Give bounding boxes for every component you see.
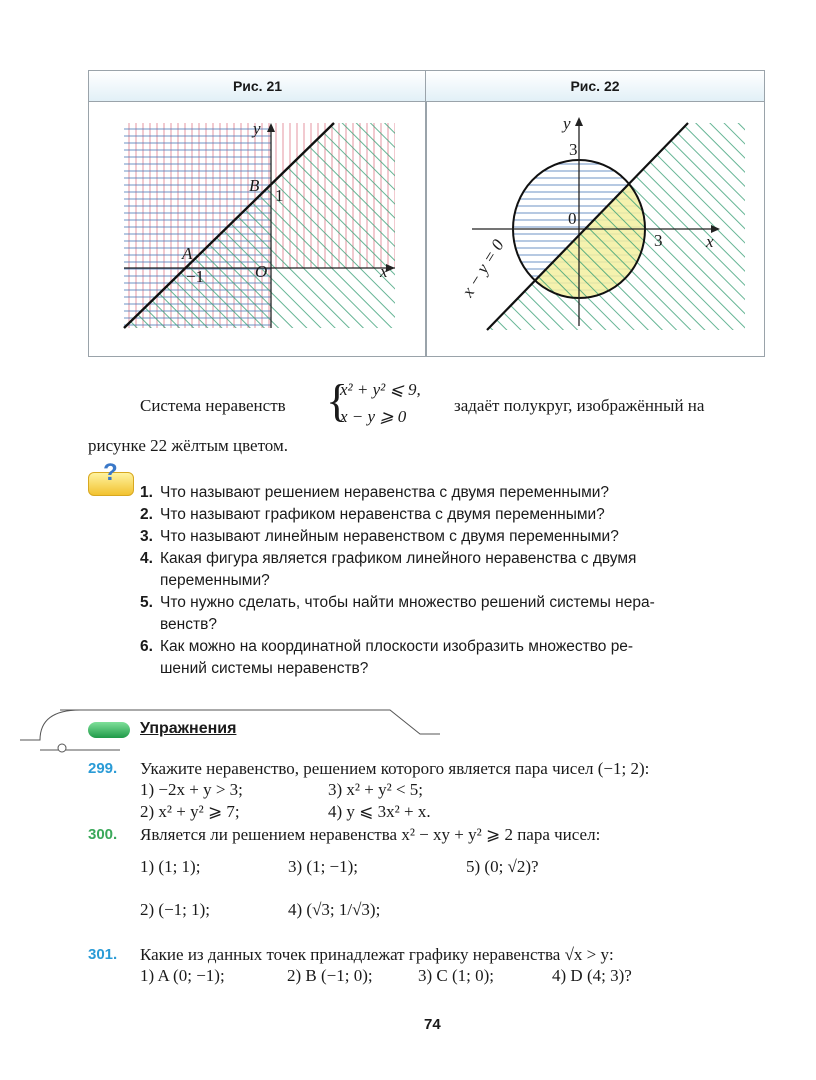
option: 4) y ⩽ 3x² + x. bbox=[328, 802, 431, 821]
option: 3) (1; −1); bbox=[288, 857, 359, 876]
line-label: x − y = 0 bbox=[458, 236, 508, 301]
option: 1) (1; 1); bbox=[140, 857, 201, 876]
question-item: 2. Что называют графиком неравенства с двумя переменными? bbox=[140, 506, 605, 523]
y-label: y bbox=[563, 114, 571, 133]
tick-3-x: 3 bbox=[654, 231, 663, 250]
option: 3) C (1; 0); bbox=[418, 966, 495, 985]
y-axis-arrow-icon bbox=[575, 117, 583, 126]
x-label: x bbox=[706, 232, 714, 251]
exercise-number-300: 300. bbox=[88, 826, 118, 843]
paragraph-line2: рисунке 22 жёлтым цветом. bbox=[88, 436, 288, 455]
option: 5) (0; √2)? bbox=[466, 857, 539, 876]
question-item: 3. Что называют линейным неравенством с двумя переменными? bbox=[140, 528, 619, 545]
paragraph-after: задаёт полукруг, изображённый на bbox=[454, 396, 705, 415]
option: 4) (√3; 1/√3); bbox=[288, 900, 381, 919]
figures-graphics bbox=[0, 0, 816, 370]
point-b-label: B bbox=[249, 176, 260, 195]
page-number: 74 bbox=[424, 1016, 441, 1033]
option: 2) x² + y² ⩾ 7; bbox=[140, 802, 240, 821]
exercise-number-299: 299. bbox=[88, 760, 118, 777]
figure-22-plot bbox=[472, 117, 745, 330]
exercises-icon bbox=[88, 722, 130, 738]
question-item: 6. Как можно на координатной плоскости изобразить множество ре- шений системы неравенств? bbox=[140, 638, 634, 677]
tick-minus-1: −1 bbox=[186, 267, 205, 286]
exercise-number-301: 301. bbox=[88, 946, 118, 963]
x-label: x bbox=[380, 262, 388, 281]
paragraph-before: Система неравенств bbox=[140, 396, 286, 415]
y-label: y bbox=[253, 119, 261, 138]
exercise-301-text: Какие из данных точек принадлежат графику неравенства √x > y: bbox=[140, 945, 614, 964]
question-item: 4. Какая фигура является графиком линейного неравенства с двумя переменными? bbox=[140, 550, 637, 589]
option: 2) (−1; 1); bbox=[140, 900, 211, 919]
question-icon: ? bbox=[88, 472, 134, 496]
option: 1) A (0; −1); bbox=[140, 966, 225, 985]
origin-label: O bbox=[255, 262, 268, 281]
option: 1) −2x + y > 3; bbox=[140, 780, 243, 799]
option: 3) x² + y² < 5; bbox=[328, 780, 424, 799]
question-item: 5. Что нужно сделать, чтобы найти множество решений системы нера- венств? bbox=[140, 594, 655, 633]
figure-21-plot bbox=[124, 123, 395, 328]
figure-22-caption: Рис. 22 bbox=[426, 71, 764, 102]
exercise-299-text: Укажите неравенство, решением которого является пара чисел (−1; 2): bbox=[140, 759, 650, 778]
option: 4) D (4; 3)? bbox=[552, 966, 632, 985]
system-eq2: x − y ⩾ 0 bbox=[340, 407, 407, 426]
question-item: 1. Что называют решением неравенства с двумя переменными? bbox=[140, 484, 610, 501]
option: 2) B (−1; 0); bbox=[287, 966, 373, 985]
system-brace: { bbox=[326, 375, 349, 426]
figure-21-caption: Рис. 21 bbox=[89, 71, 426, 102]
system-eq1: x² + y² ⩽ 9, bbox=[340, 380, 421, 399]
point-a-label: A bbox=[182, 244, 193, 263]
exercise-300-text: Является ли решением неравенства x² − xy + y² ⩾ 2 пара чисел: bbox=[140, 825, 601, 844]
questions-list bbox=[140, 482, 655, 680]
tick-1: 1 bbox=[275, 186, 284, 205]
exercises-title: Упражнения bbox=[140, 720, 237, 737]
origin-label: 0 bbox=[568, 209, 577, 228]
tick-3-y: 3 bbox=[569, 140, 578, 159]
